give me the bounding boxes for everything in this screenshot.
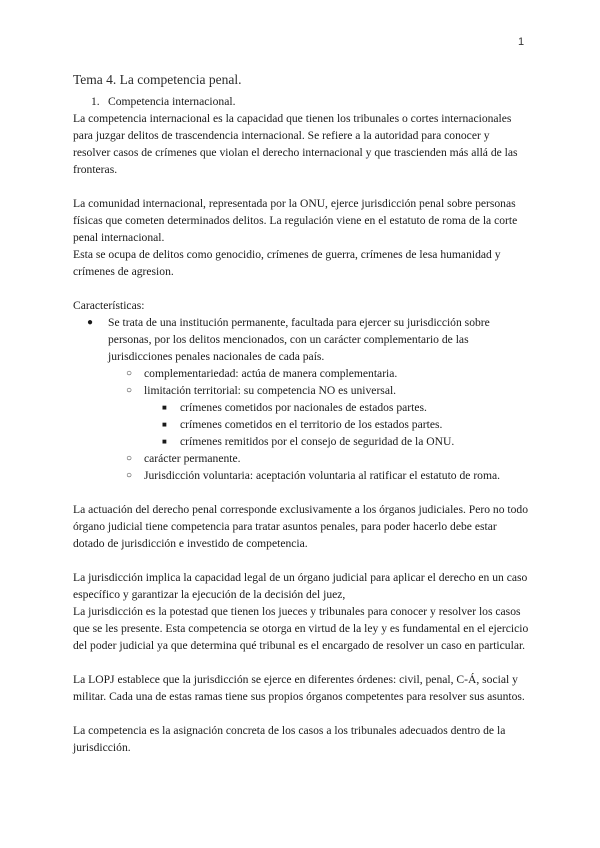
paragraph-organos: La actuación del derecho penal corresponde exclusivamente a los órganos judiciales. Pero no todo órgano judicial tiene competencia para tratar asuntos penales, para poder hacerlo debe estar dotado de jurisdicción e investido de competencia. — [73, 503, 529, 550]
list-item-text: crímenes cometidos en el territorio de los estados partes. — [180, 418, 443, 431]
paragraph-jurisdiccion-capacidad: La jurisdicción implica la capacidad legal de un órgano judicial para aplicar el derecho en un caso específico y garantizar la ejecución de la decisión del juez, — [73, 571, 528, 601]
caracteristicas-label: Características: — [73, 299, 145, 312]
list-item — [73, 433, 529, 450]
paragraph-onu: La comunidad internacional, representada por la ONU, ejerce jurisdicción penal sobre personas físicas que cometen determinados delitos. La regulación viene en el estatuto de roma de la corte penal internacional. — [73, 197, 518, 244]
bullet-circle-icon: ○ — [126, 470, 133, 481]
bullet-square-icon: ■ — [162, 403, 167, 412]
paragraph-jurisdiccion-potestad: La jurisdicción es la potestad que tienen los jueces y tribunales para conocer y resolver los casos que se les presente. Esta competencia se otorga en virtud de la ley y es fundamental en el ejercicio del poder judicial ya que determina qué tribunal es el encargado de resolver un caso en particular. — [73, 605, 529, 652]
bullet-circle-icon: ○ — [126, 453, 133, 464]
list-item-text: complementariedad: actúa de manera complementaria. — [144, 367, 398, 380]
section-number: 1. — [91, 95, 100, 108]
list-item-text: crímenes cometidos por nacionales de estados partes. — [180, 401, 427, 414]
list-item-text: crímenes remitidos por el consejo de seguridad de la ONU. — [180, 435, 455, 448]
list-item — [73, 416, 529, 433]
list-item — [73, 365, 529, 382]
page-number: 1 — [518, 36, 525, 48]
bullet-square-icon: ■ — [162, 437, 167, 446]
list-item-text: carácter permanente. — [144, 452, 241, 465]
list-item — [73, 450, 529, 467]
bullet-square-icon: ■ — [162, 420, 167, 429]
list-item — [73, 314, 529, 365]
list-item — [73, 399, 529, 416]
list-item — [73, 467, 529, 484]
document-body — [73, 70, 529, 756]
paragraph-competencia: La competencia es la asignación concreta de los casos a los tribunales adecuados dentro de la jurisdicción. — [73, 724, 506, 754]
paragraph-delitos: Esta se ocupa de delitos como genocidio, crímenes de guerra, crímenes de lesa humanidad y crímenes de agresion. — [73, 248, 501, 278]
list-item — [73, 382, 529, 399]
list-item-text: Jurisdicción voluntaria: aceptación voluntaria al ratificar el estatuto de roma. — [144, 469, 501, 482]
bullet-circle-icon: ○ — [126, 368, 133, 379]
bullet-circle-icon: ○ — [126, 385, 133, 396]
page-title: Tema 4. La competencia penal. — [73, 72, 242, 87]
section-heading — [91, 93, 529, 110]
paragraph-definition: La competencia internacional es la capacidad que tienen los tribunales o cortes internacionales para juzgar delitos de trascendencia internacional. Se refiere a la autoridad para conocer y resolver casos de crímenes que violan el derecho internacional y que trascienden más allá de las fronteras. — [73, 112, 518, 176]
paragraph-lopj: La LOPJ establece que la jurisdicción se ejerce en diferentes órdenes: civil, penal, C-Á, social y militar. Cada una de estas ramas tiene sus propios órganos competentes para resolver sus asuntos. — [73, 673, 525, 703]
section-title: Competencia internacional. — [108, 95, 236, 108]
list-item-text: limitación territorial: su competencia NO es universal. — [144, 384, 397, 397]
list-item-text: Se trata de una institución permanente, facultada para ejercer su jurisdicción sobre personas, por los delitos mencionados, con un carácter complementario de las jurisdicciones penales nacionales de cada país. — [108, 316, 490, 363]
bullet-disc-icon: ● — [87, 317, 94, 328]
